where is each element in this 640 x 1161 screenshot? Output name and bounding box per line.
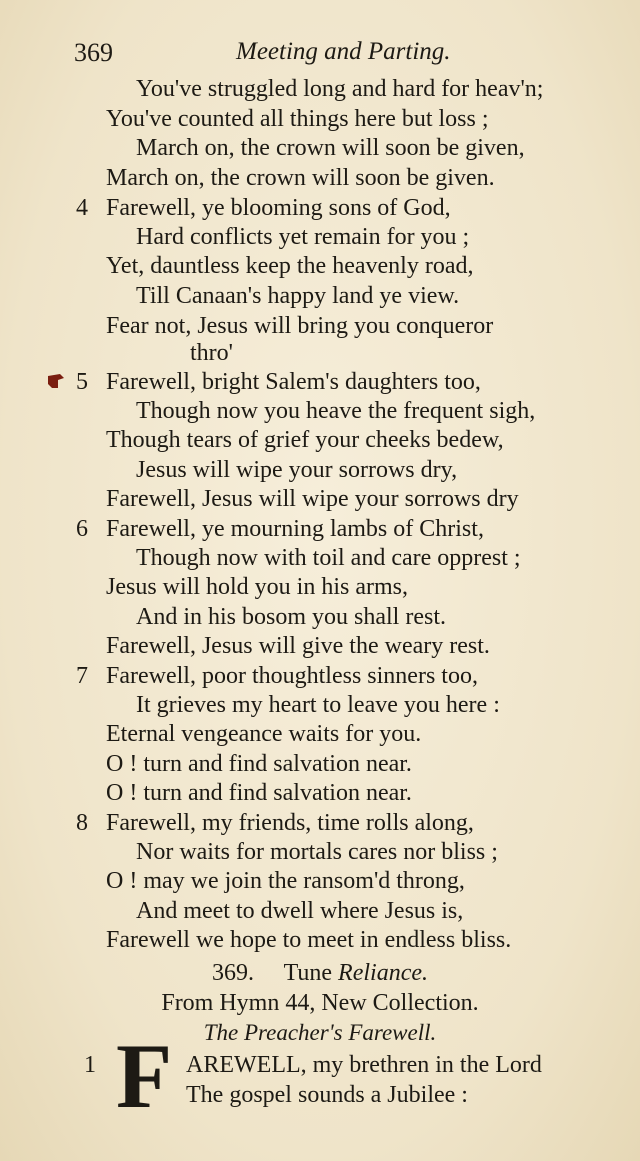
hymn-line: Though tears of grief your cheeks bedew,: [106, 427, 504, 453]
hymn-line: Farewell, poor thoughtless sinners too,: [106, 663, 478, 689]
hymn-line: Farewell, ye blooming sons of God,: [106, 195, 451, 221]
verse-number: 8: [76, 810, 88, 836]
hymn-line: Jesus will hold you in his arms,: [106, 574, 409, 600]
hymn-line: You've struggled long and hard for heav'n;: [136, 76, 544, 102]
verse-number: 1: [84, 1052, 96, 1078]
hymn-line: O ! turn and find salvation near.: [106, 751, 412, 777]
hymn-line: Farewell, my friends, time rolls along,: [106, 810, 474, 836]
pointing-hand-icon: [46, 370, 66, 390]
hymn-line: Nor waits for mortals cares nor bliss ;: [136, 839, 498, 865]
hymn-line: The gospel sounds a Jubilee :: [186, 1082, 468, 1108]
hymn-line: Hard conflicts yet remain for you ;: [136, 224, 470, 250]
hymn-line: And in his bosom you shall rest.: [136, 604, 446, 630]
hymn-number: 369.: [212, 960, 254, 986]
hymn-line: Farewell, bright Salem's daughters too,: [106, 369, 481, 395]
hymn-line: O ! may we join the ransom'd throng,: [106, 868, 465, 894]
page-number: 369: [74, 38, 113, 67]
verse-number: 4: [76, 195, 88, 221]
hymn-line: Farewell we hope to meet in endless bliss.: [106, 927, 512, 953]
hymn-line: Jesus will wipe your sorrows dry,: [136, 457, 458, 483]
hymn-line: It grieves my heart to leave you here :: [136, 692, 500, 718]
tune-name: Reliance.: [338, 960, 428, 986]
verse-number: 5: [76, 369, 88, 395]
hymn-line: Though now with toil and care opprest ;: [136, 545, 521, 571]
hymn-line: And meet to dwell where Jesus is,: [136, 898, 464, 924]
hymn-line: Farewell, Jesus will give the weary rest.: [106, 633, 490, 659]
hymn-line: Eternal vengeance waits for you.: [106, 721, 422, 747]
hymn-line: You've counted all things here but loss ;: [106, 106, 489, 132]
hymn-line: Yet, dauntless keep the heavenly road,: [106, 253, 474, 279]
hymn-line: Fear not, Jesus will bring you conqueror: [106, 313, 494, 339]
hymn-line: March on, the crown will soon be given,: [136, 135, 525, 161]
hymn-line: AREWELL, my brethren in the Lord: [186, 1052, 542, 1078]
verse-number: 7: [76, 663, 88, 689]
hymn-line: March on, the crown will soon be given.: [106, 165, 495, 191]
hymn-subtitle: The Preacher's Farewell.: [203, 1020, 437, 1045]
hymn-line: thro': [190, 340, 233, 366]
hymn-heading: [0, 960, 640, 987]
verse-number: 6: [76, 516, 88, 542]
running-title: Meeting and Parting.: [236, 38, 451, 65]
hymn-line: Farewell, ye mourning lambs of Christ,: [106, 516, 484, 542]
hymn-source: From Hymn 44, New Collection.: [161, 990, 479, 1016]
drop-cap: F: [116, 1025, 173, 1127]
hymn-line: Though now you heave the frequent sigh,: [136, 398, 536, 424]
tune-label: Tune: [283, 960, 333, 986]
hymn-line: Till Canaan's happy land ye view.: [136, 283, 460, 309]
hymn-line: O ! turn and find salvation near.: [106, 780, 412, 806]
hymn-line: Farewell, Jesus will wipe your sorrows dry: [106, 486, 519, 512]
